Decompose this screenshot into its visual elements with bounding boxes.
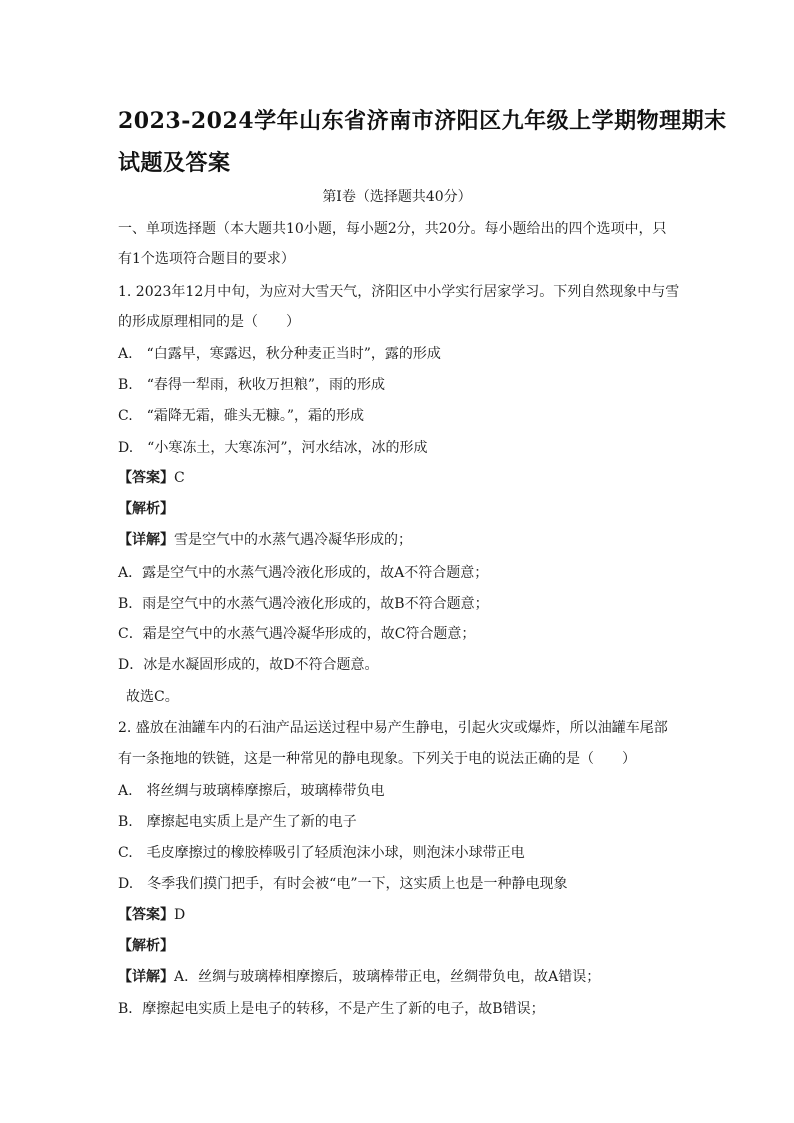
q2-option-b: B. 摩擦起电实质上是产生了新的电子 [118,814,357,830]
q1-option-d: D. “小寒冻土，大寒冻河”，河水结冰，冰的形成 [118,440,428,456]
q1-detail-label: 【详解】 [118,532,174,548]
q1-stem-line-1: 1. 2023年12月中旬，为应对大雪天气，济阳区中小学实行居家学习。下列自然现象中与雪 [118,284,680,300]
q1-detail-text: 雪是空气中的水蒸气遇冷凝华形成的； [174,532,412,548]
q1-detail [118,529,412,549]
q2-detail-label: 【详解】 [118,969,174,985]
q2-option-c: C. 毛皮摩擦过的橡胶棒吸引了轻质泡沫小球，则泡沫小球带正电 [118,845,525,861]
q1-explanation-a: A．露是空气中的水蒸气遇冷液化形成的，故A不符合题意； [118,565,489,581]
q2-stem-line-1: 2. 盛放在油罐车内的石油产品运送过程中易产生静电，引起火灾或爆炸，所以油罐车尾部 [118,720,668,736]
q1-option-a: A. “白露早，寒露迟，秋分种麦正当时”，露的形成 [118,346,441,362]
q1-option-c: C. “霜降无霜，碓头无糠。”，霜的形成 [118,408,364,424]
q2-detail [118,966,600,986]
section-header: 第I卷（选择题共40分） [322,189,472,205]
q2-stem-line-2: 有一条拖地的铁链，这是一种常见的静电现象。下列关于电的说法正确的是（ ） [118,751,636,767]
q1-answer-value: C [174,470,185,486]
q1-analysis-label: 【解析】 [118,501,174,517]
q1-stem-line-2: 的形成原理相同的是（ ） [118,314,300,330]
q1-answer-label: 【答案】 [118,470,174,486]
part-intro-line-2: 有1个选项符合题目的要求） [118,251,295,267]
q1-explanation-c: C．霜是空气中的水蒸气遇冷凝华形成的，故C符合题意； [118,626,476,642]
document-title-line-1: 2023-2024学年山东省济南市济阳区九年级上学期物理期末 [118,108,727,134]
q1-explanation-b: B．雨是空气中的水蒸气遇冷液化形成的，故B不符合题意； [118,596,489,612]
q1-answer [118,467,185,487]
q2-answer-value: D [174,907,186,923]
q2-option-a: A. 将丝绸与玻璃棒摩擦后，玻璃棒带负电 [118,783,385,799]
q1-explanation-d: D．冰是水凝固形成的，故D不符合题意。 [118,657,379,673]
q2-option-d: D. 冬季我们摸门把手，有时会被“电”一下，这实质上也是一种静电现象 [118,876,568,892]
q1-conclusion: 故选C。 [126,689,179,705]
part-intro-line-1: 一、单项选择题（本大题共10小题，每小题2分，共20分。每小题给出的四个选项中，只 [118,221,667,237]
q1-option-b: B. “春得一犁雨，秋收万担粮”，雨的形成 [118,377,386,393]
q2-answer [118,904,185,924]
q2-analysis-label: 【解析】 [118,938,174,954]
q2-detail-text: A．丝绸与玻璃棒相摩擦后，玻璃棒带正电，丝绸带负电，故A错误； [174,969,601,985]
q2-explanation-b: B．摩擦起电实质上是电子的转移，不是产生了新的电子，故B错误； [118,1001,545,1017]
q2-answer-label: 【答案】 [118,907,174,923]
document-title-line-2: 试题及答案 [118,150,231,176]
